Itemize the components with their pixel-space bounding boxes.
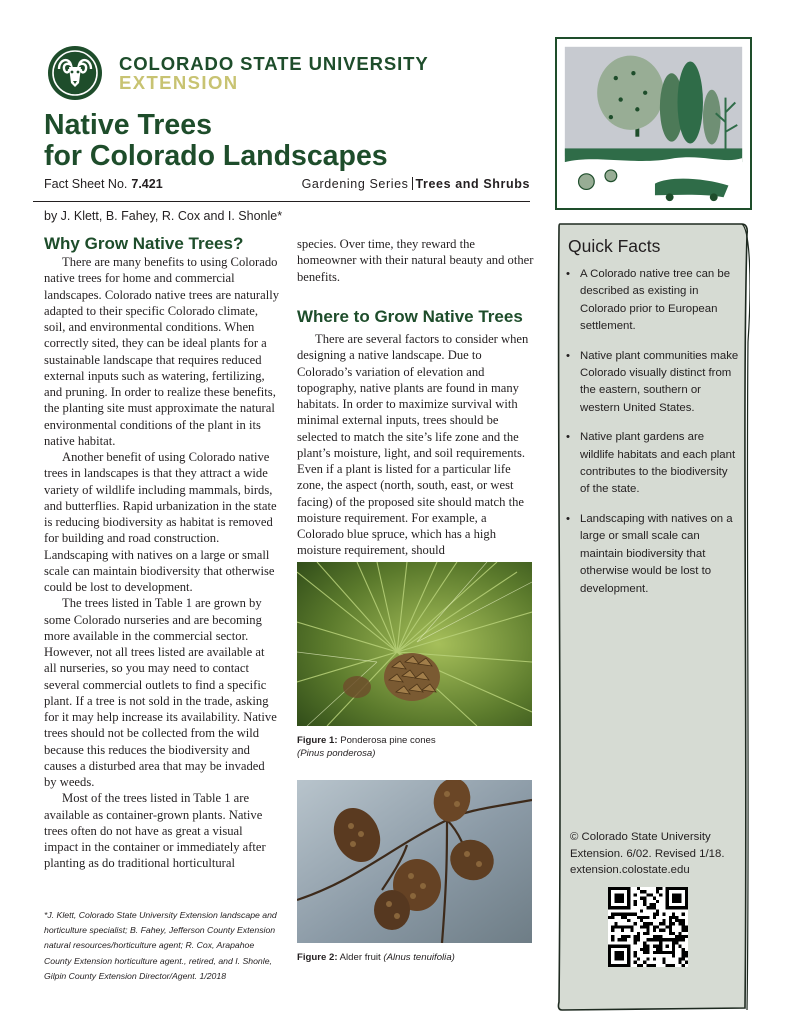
title-line-1: Native Trees	[44, 109, 212, 141]
csu-extension-logo	[47, 45, 429, 101]
figure-1-photo	[297, 562, 532, 726]
title-line-2: for Colorado Landscapes	[44, 140, 388, 172]
why-heading: Why Grow Native Trees?	[44, 234, 244, 253]
org-name: COLORADO STATE UNIVERSITY	[119, 53, 429, 74]
fact-sheet-row	[44, 177, 530, 195]
figure-2-label: Figure 2:	[297, 952, 338, 963]
why-paragraph-3: The trees listed in Table 1 are grown by some Colorado nurseries and are becoming more available in the commercial sector. However, not all trees listed are available at all nurseries, so you may need to contact several commercial outlets to find a specific plant. If a tree is not sold in the trade, asking for it may help increase its availability. Native trees should not be collected from the wild because this reduces the biodiversity and causes a disturbed area that may be invaded by weeds.	[44, 596, 277, 789]
figure-2-text: Alder fruit	[339, 952, 381, 963]
quick-fact-item: • A Colorado native tree can be described as existing in Colorado prior to European settlement.	[564, 266, 740, 336]
column-1	[44, 254, 280, 872]
quick-fact-item: • Landscaping with natives on a large or small scale can maintain biodiversity that otherwise would be lost to development.	[564, 511, 740, 598]
quick-facts-list	[564, 266, 740, 610]
figure-2-photo	[297, 780, 532, 943]
why-paragraph-1: There are many benefits to using Colorado native trees for home and commercial landscapes. Colorado native trees are naturally adapted to their specific Colorado climate, soil, and environmental conditions. When correctly sited, they can be ideal plants for a sustainable landscape that requires reduced external inputs such as watering, fertilizing, and pruning. In order to realize these benefits, the planting site must approximate the natural environmental conditions of the plant in its native habitat.	[44, 255, 279, 448]
why-paragraph-2: Another benefit of using Colorado native trees in landscapes is that they attract a wide variety of wildlife including mammals, birds, and butterflies. Rapid urbanization in the state is reducing biodiversity as habitat is removed for building and road construction. Landscaping with natives on a large or small scale can maintain biodiversity that otherwise could be lost to development.	[44, 450, 277, 594]
column-2	[297, 236, 534, 559]
figure-1-label: Figure 1:	[297, 735, 338, 746]
copyright-notice: © Colorado State University Extension. 6/02. Revised 1/18.	[570, 831, 725, 860]
figure-1-caption	[297, 734, 537, 760]
figure-1-text: Ponderosa pine cones	[340, 735, 436, 746]
series-name: Trees and Shrubs	[415, 177, 530, 191]
figure-2-caption	[297, 951, 537, 964]
where-heading: Where to Grow Native Trees	[297, 306, 523, 326]
extension-url-link[interactable]: extension.colostate.edu	[570, 864, 690, 876]
series-prefix: Gardening Series	[301, 177, 409, 191]
why-paragraph-4: Most of the trees listed in Table 1 are available as container-grown plants. Native trees often do not have as great a visual impact in the container or immediately after planting as do traditional horticultural	[44, 791, 266, 871]
fact-sheet-label: Fact Sheet No.	[44, 177, 128, 191]
fact-sheet-num: 7.421	[131, 177, 163, 191]
quick-facts-title: Quick Facts	[568, 236, 661, 256]
series-divider	[412, 177, 413, 190]
garden-illustration-icon	[557, 39, 750, 208]
why-continuation: species. Over time, they reward the homeowner with their natural beauty and other benefits.	[297, 237, 534, 284]
csu-ram-logo-icon	[47, 45, 103, 101]
author-footnote: *J. Klett, Colorado State University Extension landscape and horticulture specialist; B. Fahey, Jefferson County Extension natural resources/horticulture agent; R. Cox, Arapahoe County Extension horticulture agent., retired, and I. Shonle, Gilpin County Extension Director/Agent. 1/2018	[44, 910, 277, 981]
byline: by J. Klett, B. Fahey, R. Cox and I. Shonle*	[44, 209, 283, 223]
qr-code[interactable]	[608, 887, 688, 967]
quick-fact-item: • Native plant communities make Colorado visually distinct from the eastern, southern or western United States.	[564, 348, 740, 418]
where-paragraph: There are several factors to consider when designing a native landscape. Due to Colorado’s variation of elevation and topography, native plants are found in many habitats. In order to maximize survival with minimal external inputs, trees should be selected to match the site’s life zone and the plant’s moisture, light, and soil requirements. Even if a plant is listed for a particular life zone, the aspect (north, south, east, or west facing) of the proposed site should match the moisture requirement. For example, a Colorado blue spruce, which has a high moisture requirement, should	[297, 332, 529, 558]
series-label	[302, 177, 530, 191]
figure-1-latin: (Pinus ponderosa)	[297, 748, 376, 759]
quick-facts-panel	[556, 222, 750, 1012]
garden-illustration	[555, 37, 752, 210]
qr-code-icon	[608, 887, 688, 967]
fact-sheet-number	[44, 177, 163, 191]
figure-2-latin: (Alnus tenuifolia)	[383, 952, 455, 963]
quick-fact-item: • Native plant gardens are wildlife habitats and each plant contributes to the biodiversity of the state.	[564, 429, 740, 499]
header-rule	[33, 201, 530, 202]
org-division: EXTENSION	[119, 72, 239, 93]
page-title	[44, 110, 464, 172]
